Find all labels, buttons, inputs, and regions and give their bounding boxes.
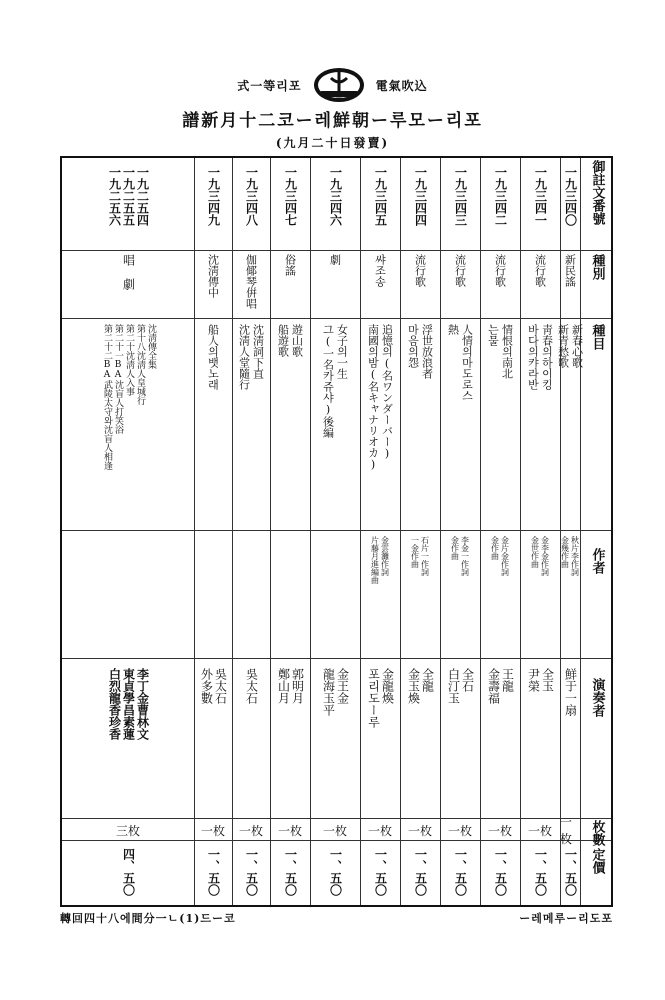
set-titles: 沈淸傳全集 第十八沈淸人皇城行 第二十沈淸人入事 第二十一BA沈盲人打笑浴 第二十二BA武陵太守와沈盲人相逢 xyxy=(102,324,156,470)
record-kind: 流行歌 xyxy=(453,254,467,287)
record-kind: 沈淸傳中 xyxy=(206,254,220,298)
record-titles: 船人의뱃노래 xyxy=(206,324,220,390)
record-count: 一枚 xyxy=(322,823,347,838)
record-number: 一九三四四 xyxy=(413,166,428,226)
footer xyxy=(60,910,613,926)
logo-left-text: 式一等리포 xyxy=(237,78,302,93)
record-price: 一、五〇 xyxy=(244,848,259,896)
hdr-performer: 演奏者 xyxy=(589,678,605,717)
hdr-no: 御註文番號 xyxy=(589,160,605,225)
set-numbers: 一九二五四 一九二五五 一九二五六 xyxy=(107,166,150,226)
hdr-title: 種目 xyxy=(589,324,605,350)
record-number: 一九三四二 xyxy=(493,166,508,226)
label-logo-row xyxy=(0,66,665,106)
record-performers: 郭明月 鄭山月 xyxy=(276,668,305,704)
hdr-price: 定價 xyxy=(589,848,605,874)
record-kind: 新民謠 xyxy=(563,254,577,287)
record-kind: 流行歌 xyxy=(493,254,507,287)
logo-right-text: 電氣吹込 xyxy=(375,78,428,93)
record-authors: 秋片李作詞 金幾作曲 xyxy=(560,536,580,576)
footer-right: ー레메루ー리도포 xyxy=(519,912,613,925)
record-catalog-table xyxy=(60,156,613,907)
record-price: 一、五〇 xyxy=(283,848,298,896)
record-count: 一枚 xyxy=(560,815,573,846)
hdr-kind: 種別 xyxy=(589,254,605,280)
record-performers: 全龍 金玉煥 xyxy=(406,668,435,704)
record-titles: 遊山歌 船遊歌 xyxy=(276,324,304,357)
row-divider xyxy=(62,318,611,319)
set-count: 三枚 xyxy=(115,823,140,838)
record-count: 一枚 xyxy=(447,823,472,838)
record-number: 一九三四三 xyxy=(453,166,468,226)
hdr-count: 枚數 xyxy=(589,820,605,846)
record-price: 一、五〇 xyxy=(563,848,578,896)
record-kind: 流行歌 xyxy=(533,254,547,287)
record-number: 一九三四〇 xyxy=(563,166,578,226)
record-authors: 李金一作詞 金作曲 xyxy=(450,536,470,576)
record-count: 一枚 xyxy=(367,823,392,838)
record-number: 一九三四一 xyxy=(533,166,548,226)
record-count: 一枚 xyxy=(200,823,225,838)
polydor-logo-icon xyxy=(313,66,365,104)
record-price: 一、五〇 xyxy=(206,848,221,896)
record-count: 一枚 xyxy=(487,823,512,838)
record-price: 一、五〇 xyxy=(413,848,428,896)
record-price: 一、五〇 xyxy=(493,848,508,896)
record-performers: 金龍煥 포리도ー루 xyxy=(366,668,395,728)
record-performers: 王龍 金壽福 xyxy=(486,668,515,704)
record-number: 一九三四五 xyxy=(373,166,388,226)
record-count: 一枚 xyxy=(238,823,263,838)
footer-left: 轉回四十八에間分一ㄴ(1)드ー코 xyxy=(60,912,236,925)
record-authors: 金李金作詞 金世作曲 xyxy=(530,536,550,576)
record-performers: 全石 白汀玉 xyxy=(446,668,475,704)
row-divider xyxy=(62,658,611,659)
record-price: 一、五〇 xyxy=(453,848,468,896)
record-titles: 情恨의南北 는물 xyxy=(486,324,514,379)
record-authors: 金片金作詞 金作曲 xyxy=(490,536,510,576)
record-count: 一枚 xyxy=(527,823,552,838)
record-number: 一九三四七 xyxy=(283,166,298,226)
record-number: 一九三四六 xyxy=(328,166,343,226)
record-kind: 伽倻琴倂唱 xyxy=(244,254,258,309)
record-performers: 鮮于一扇 xyxy=(563,668,578,716)
record-price: 一、五〇 xyxy=(328,848,343,896)
record-count: 一枚 xyxy=(407,823,432,838)
col-divider xyxy=(580,158,581,905)
row-divider xyxy=(62,818,611,819)
record-titles: 沈淸詞下直 沈淸人堂隨行 xyxy=(237,324,265,390)
record-kind: 流行歌 xyxy=(413,254,427,287)
record-number: 一九三四八 xyxy=(244,166,259,226)
record-titles: 追憶의(名ワンダーバー) 南國의밤(名キャナリオカ) xyxy=(366,324,394,471)
record-titles: 浮世放浪者 마음의怨 xyxy=(406,324,434,379)
set-kind: 唱劇 xyxy=(121,254,136,302)
row-divider xyxy=(62,840,611,841)
row-divider xyxy=(62,250,611,251)
record-authors: 石片一作詞 一金作曲 xyxy=(410,536,430,576)
row-divider xyxy=(62,530,611,531)
record-kind: 쌰조송 xyxy=(373,254,387,287)
set-performers: 李丁金曹林文 東貞學昌素蓮 白烈龍香珍香 xyxy=(107,668,150,740)
record-performers: 吳太石 xyxy=(244,668,259,704)
record-titles: 女子의一生 그(一名카쥬샤)後編 xyxy=(321,324,349,438)
page-title: 譜新月十二코ー레鮮朝ー루모ー리포 xyxy=(182,111,483,131)
release-date: (九月二十日發賣) xyxy=(275,136,390,150)
record-titles: 人情의마도로스 熱 xyxy=(446,324,474,401)
record-authors: 金雲灘作詞 片藤月進編曲 xyxy=(370,536,390,584)
record-titles: 靑春의하이킹 바다의캬라반 xyxy=(526,324,554,390)
record-performers: 全玉 尹榮 xyxy=(526,668,555,692)
record-price: 一、五〇 xyxy=(373,848,388,896)
record-count: 一枚 xyxy=(277,823,302,838)
set-price: 四、五〇 xyxy=(121,848,136,896)
record-performers: 吳太石 外多數 xyxy=(199,668,228,704)
record-performers: 金王金 龍海玉平 xyxy=(321,668,350,716)
hdr-author: 作者 xyxy=(589,548,605,574)
record-kind: 劇 xyxy=(328,254,342,265)
record-titles: 新春心歌 新青愁歌 xyxy=(556,324,584,368)
record-number: 一九三四九 xyxy=(206,166,221,226)
record-kind: 俗謠 xyxy=(283,254,297,276)
record-price: 一、五〇 xyxy=(533,848,548,896)
